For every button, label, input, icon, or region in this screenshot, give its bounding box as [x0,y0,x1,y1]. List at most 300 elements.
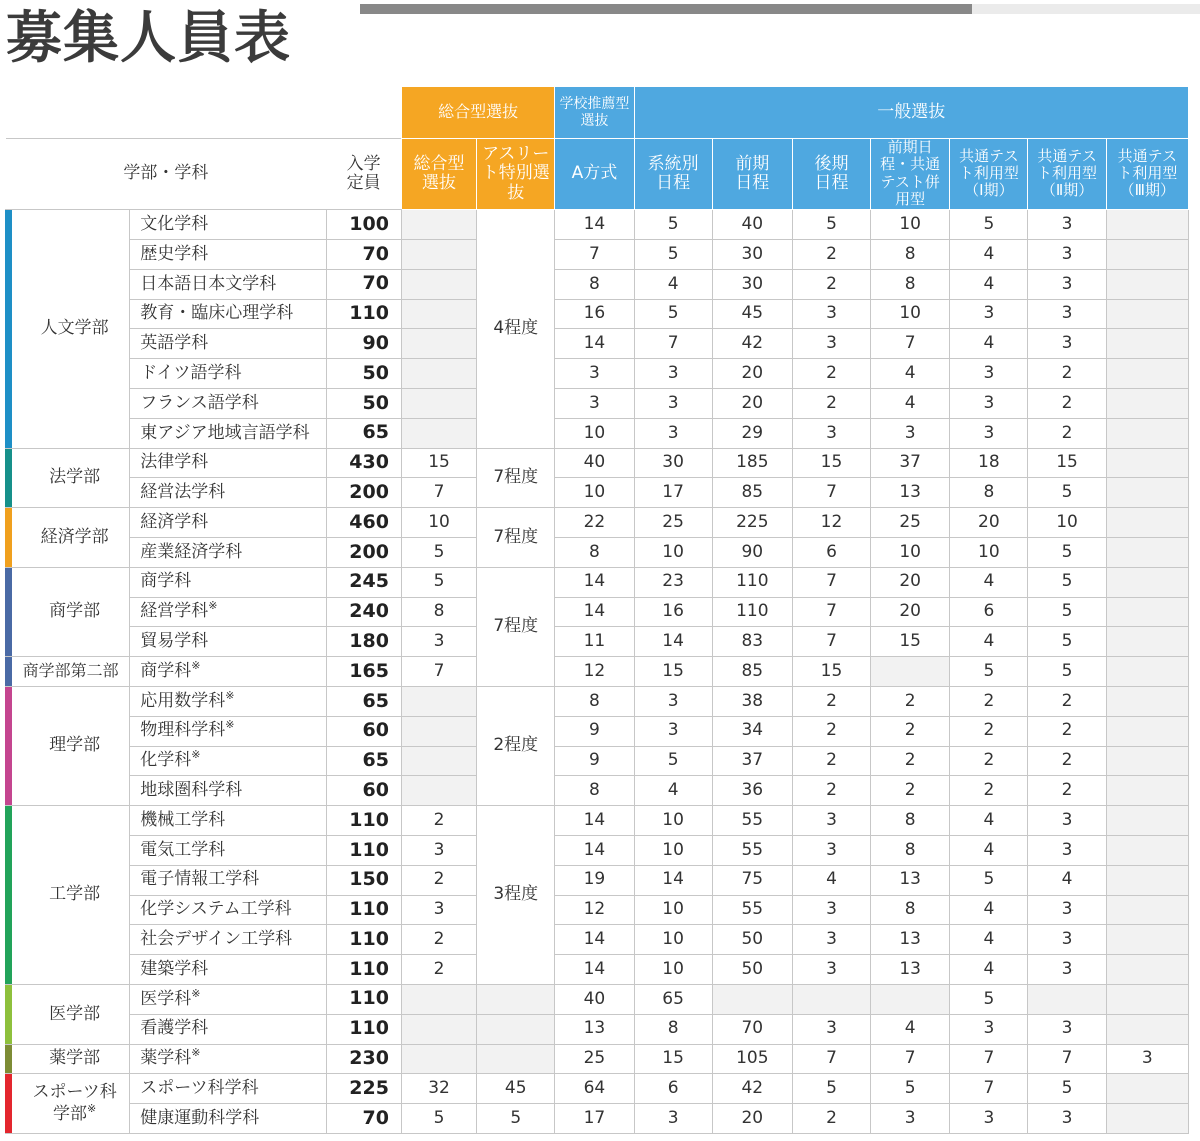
capacity-cell: 165 [326,657,401,687]
table-row [6,1074,1189,1104]
capacity-cell: 50 [326,359,401,389]
table-row [6,716,1189,746]
col-sogo-label: 総合型選抜 [413,153,465,194]
zenki-kyotsu-cell: 8 [871,806,950,836]
a-cell: 12 [555,895,634,925]
capacity-cell: 70 [326,240,401,270]
kouki-cell: 12 [792,508,870,538]
dept-name: 地球圏科学科 [140,780,243,801]
keitou-cell: 30 [634,448,712,478]
athlete-cell [477,1044,555,1074]
kyotsu1-cell: 4 [950,269,1028,299]
col-zenki-label: 前期日程 [735,153,770,194]
faculty-name [25,1082,121,1125]
zenki-cell: 42 [712,329,792,359]
zenki-cell [712,985,792,1015]
kyotsu3-cell [1106,895,1188,925]
kyotsu3-cell [1106,627,1188,657]
capacity-cell: 180 [326,627,401,657]
a-cell: 40 [555,448,634,478]
kyotsu3-cell [1106,955,1188,985]
dept-cell [130,299,326,329]
capacity-cell: 110 [326,955,401,985]
sogo-cell: 32 [401,1074,476,1104]
dept-name: 文化学科 [140,213,209,234]
dept-cell [130,776,326,806]
kyotsu3-cell [1106,985,1188,1015]
kouki-cell: 4 [792,865,870,895]
kyotsu3-cell [1106,448,1188,478]
zenki-cell: 83 [712,627,792,657]
dept-name: 健康運動科学科 [140,1107,260,1128]
sogo-cell: 10 [401,508,476,538]
sogo-cell [401,716,476,746]
zenki-kyotsu-cell: 2 [871,776,950,806]
a-cell: 16 [555,299,634,329]
capacity-cell: 430 [326,448,401,478]
kyotsu3-cell [1106,359,1188,389]
kyotsu3-cell [1106,269,1188,299]
capacity-cell: 110 [326,925,401,955]
zenki-kyotsu-cell: 13 [871,925,950,955]
kyotsu1-cell: 3 [950,299,1028,329]
table-row [6,1014,1189,1044]
keitou-cell: 10 [634,925,712,955]
kyotsu2-cell: 3 [1028,299,1106,329]
faculty-color-stripe [5,449,12,508]
keitou-cell: 5 [634,240,712,270]
capacity-cell: 110 [326,895,401,925]
col-kyotsu1-header [950,139,1028,210]
zenki-cell: 30 [712,269,792,299]
col-zenki-header [712,139,792,210]
table-row [6,269,1189,299]
kyotsu2-cell: 3 [1028,955,1106,985]
kouki-cell: 7 [792,478,870,508]
dept-cell [130,389,326,419]
kyotsu1-cell: 5 [950,985,1028,1015]
a-cell: 22 [555,508,634,538]
dept-name: 経営法学科 [140,482,226,503]
capacity-cell: 60 [326,776,401,806]
table-row [6,687,1189,717]
kouki-cell: 2 [792,716,870,746]
zenki-kyotsu-cell: 13 [871,955,950,985]
col-kyotsu1-label: 共通テスト利用型（Ⅰ期） [958,146,1019,200]
kouki-cell: 5 [792,210,870,240]
kyotsu2-cell: 3 [1028,836,1106,866]
sogo-cell: 15 [401,448,476,478]
table-row [6,627,1189,657]
note-mark: ※ [191,748,201,762]
kyotsu2-cell: 3 [1028,329,1106,359]
sogo-cell [401,210,476,240]
table-row [6,836,1189,866]
faculty-cell-shou [6,567,130,656]
kyotsu3-cell [1106,418,1188,448]
kyotsu1-cell: 4 [950,567,1028,597]
keitou-cell: 4 [634,269,712,299]
kyotsu3-cell [1106,806,1188,836]
dept-name: 経営学科 [140,601,209,622]
dept-cell [130,210,326,240]
zenki-cell: 85 [712,478,792,508]
a-cell: 11 [555,627,634,657]
kyotsu2-cell: 3 [1028,210,1106,240]
table-row [6,240,1189,270]
zenki-cell: 34 [712,716,792,746]
zenki-kyotsu-cell: 7 [871,1044,950,1074]
dept-name: 経済学科 [140,511,209,532]
a-cell: 25 [555,1044,634,1074]
kyotsu1-cell: 4 [950,955,1028,985]
group-suisen-label: 学校推薦型選抜 [559,95,630,129]
a-cell: 14 [555,955,634,985]
dept-name: 医学科 [140,988,192,1009]
zenki-kyotsu-cell: 4 [871,359,950,389]
keitou-cell: 17 [634,478,712,508]
dept-name: 英語学科 [140,333,209,354]
athlete-cell [477,985,555,1015]
dept-cell [130,1044,326,1074]
kyotsu3-cell [1106,240,1188,270]
zenki-kyotsu-cell: 7 [871,329,950,359]
kyotsu3-cell [1106,508,1188,538]
dept-cell [130,240,326,270]
zenki-cell: 40 [712,210,792,240]
zenki-cell: 225 [712,508,792,538]
table-row [6,985,1189,1015]
a-cell: 7 [555,240,634,270]
capacity-cell: 100 [326,210,401,240]
kouki-cell: 5 [792,1074,870,1104]
kyotsu3-cell [1106,836,1188,866]
table-row [6,299,1189,329]
dept-cell [130,955,326,985]
kyotsu1-cell: 4 [950,806,1028,836]
table-row [6,597,1189,627]
keitou-cell: 14 [634,865,712,895]
zenki-kyotsu-cell: 3 [871,1104,950,1134]
zenki-cell: 50 [712,955,792,985]
note-mark: ※ [191,658,201,672]
faculty-cell-kou [6,806,130,985]
kouki-cell: 15 [792,657,870,687]
kyotsu2-cell: 2 [1028,687,1106,717]
kyotsu2-cell: 5 [1028,538,1106,568]
capacity-cell: 65 [326,418,401,448]
a-cell: 14 [555,329,634,359]
zenki-cell: 90 [712,538,792,568]
capacity-cell: 65 [326,687,401,717]
kyotsu1-cell: 2 [950,776,1028,806]
title-decor-bar-light [972,4,1200,14]
col-kyotsu3-label: 共通テスト利用型（Ⅲ期） [1117,146,1178,200]
dept-name: 商学科 [140,571,192,592]
kouki-cell: 3 [792,418,870,448]
dept-cell [130,925,326,955]
kyotsu1-cell: 2 [950,746,1028,776]
kouki-cell: 2 [792,746,870,776]
kyotsu2-cell: 5 [1028,597,1106,627]
keitou-cell: 4 [634,776,712,806]
zenki-kyotsu-cell: 5 [871,1074,950,1104]
a-cell: 40 [555,985,634,1015]
group-ippan-header: 一般選抜 [634,87,1188,139]
kyotsu2-cell: 4 [1028,865,1106,895]
title-decor-bar [360,4,972,14]
kouki-cell: 2 [792,776,870,806]
zenki-cell: 55 [712,895,792,925]
kyotsu2-cell: 3 [1028,1014,1106,1044]
table-body [6,210,1189,1134]
kyotsu1-cell: 8 [950,478,1028,508]
kyotsu3-cell: 3 [1106,1044,1188,1074]
kyotsu3-cell [1106,716,1188,746]
kyotsu1-cell: 4 [950,627,1028,657]
table-row [6,538,1189,568]
zenki-kyotsu-cell: 10 [871,210,950,240]
faculty-color-stripe [5,210,12,447]
keitou-cell: 15 [634,657,712,687]
kyotsu1-cell: 7 [950,1074,1028,1104]
header-blank [6,87,402,139]
sogo-cell [401,269,476,299]
zenki-cell: 20 [712,389,792,419]
capacity-cell: 110 [326,1014,401,1044]
kyotsu1-cell: 6 [950,597,1028,627]
col-zenki-kyotsu-label: 前期日程・共通テスト併用型 [880,138,941,208]
athlete-span-cell: 4程度 [477,210,555,448]
zenki-cell: 20 [712,359,792,389]
faculty-cell-hou [6,448,130,508]
kyotsu3-cell [1106,925,1188,955]
kouki-cell: 3 [792,1014,870,1044]
capacity-cell: 90 [326,329,401,359]
kyotsu2-cell: 2 [1028,389,1106,419]
col-capacity-header [326,139,401,210]
kyotsu1-cell: 4 [950,895,1028,925]
capacity-cell: 245 [326,567,401,597]
dept-name: 日本語日本文学科 [140,273,277,294]
capacity-cell: 240 [326,597,401,627]
col-kouki-label: 後期日程 [814,153,849,194]
keitou-cell: 5 [634,299,712,329]
group-suisen-header [555,87,634,139]
dept-cell [130,1014,326,1044]
faculty-name: 人文学部 [40,318,109,339]
kouki-cell: 3 [792,299,870,329]
dept-cell [130,836,326,866]
kyotsu3-cell [1106,1074,1188,1104]
keitou-cell: 10 [634,806,712,836]
keitou-cell: 3 [634,687,712,717]
dept-cell [130,538,326,568]
athlete-span-cell: 3程度 [477,806,555,985]
kyotsu3-cell [1106,687,1188,717]
kyotsu3-cell [1106,597,1188,627]
dept-cell [130,597,326,627]
dept-name: 商学科 [140,660,192,681]
capacity-cell: 225 [326,1074,401,1104]
col-kouki-header [792,139,870,210]
kyotsu2-cell: 3 [1028,1104,1106,1134]
a-cell: 14 [555,210,634,240]
a-cell: 12 [555,657,634,687]
zenki-kyotsu-cell [871,657,950,687]
capacity-cell: 200 [326,538,401,568]
sogo-cell: 2 [401,806,476,836]
kouki-cell: 3 [792,836,870,866]
zenki-kyotsu-cell: 10 [871,538,950,568]
faculty-color-stripe [5,1045,12,1074]
dept-name: 薬学科 [140,1048,192,1069]
kyotsu2-cell: 7 [1028,1044,1106,1074]
a-cell: 13 [555,1014,634,1044]
zenki-cell: 110 [712,567,792,597]
a-cell: 8 [555,776,634,806]
a-cell: 8 [555,269,634,299]
faculty-cell-sports [6,1074,130,1134]
kyotsu1-cell: 18 [950,448,1028,478]
dept-cell [130,329,326,359]
table-row [6,567,1189,597]
zenki-cell: 55 [712,806,792,836]
zenki-cell: 185 [712,448,792,478]
sogo-cell: 2 [401,925,476,955]
zenki-cell: 105 [712,1044,792,1074]
keitou-cell: 65 [634,985,712,1015]
faculty-cell-i [6,985,130,1045]
dept-name: スポーツ科学科 [140,1078,259,1099]
capacity-cell: 460 [326,508,401,538]
kyotsu1-cell: 3 [950,1014,1028,1044]
zenki-kyotsu-cell: 3 [871,418,950,448]
kyotsu1-cell: 3 [950,418,1028,448]
keitou-cell: 3 [634,1104,712,1134]
sogo-cell: 3 [401,836,476,866]
page-title: 募集人員表 [6,6,291,71]
zenki-kyotsu-cell: 13 [871,478,950,508]
capacity-cell: 110 [326,806,401,836]
zenki-cell: 110 [712,597,792,627]
col-athlete-header [477,139,555,210]
sogo-cell: 2 [401,865,476,895]
kyotsu1-cell: 2 [950,687,1028,717]
col-kyotsu2-header [1028,139,1106,210]
a-cell: 14 [555,806,634,836]
col-a-header: A方式 [555,139,634,210]
kyotsu2-cell: 5 [1028,1074,1106,1104]
dept-name: 建築学科 [140,958,209,979]
keitou-cell: 16 [634,597,712,627]
faculty-name: 法学部 [49,467,101,488]
keitou-cell: 10 [634,538,712,568]
zenki-kyotsu-cell: 2 [871,687,950,717]
table-row [6,1044,1189,1074]
zenki-kyotsu-cell: 8 [871,836,950,866]
faculty-color-stripe [5,985,12,1044]
zenki-cell: 70 [712,1014,792,1044]
kyotsu1-cell: 3 [950,389,1028,419]
dept-cell [130,895,326,925]
zenki-kyotsu-cell [871,985,950,1015]
faculty-color-stripe [5,1074,12,1133]
keitou-cell: 3 [634,359,712,389]
dept-name: ドイツ語学科 [140,362,242,383]
kyotsu1-cell: 7 [950,1044,1028,1074]
sogo-cell [401,299,476,329]
table-row [6,657,1189,687]
kyotsu3-cell [1106,478,1188,508]
zenki-kyotsu-cell: 15 [871,627,950,657]
sogo-cell: 7 [401,478,476,508]
capacity-cell: 200 [326,478,401,508]
zenki-cell: 30 [712,240,792,270]
kyotsu3-cell [1106,299,1188,329]
capacity-cell: 110 [326,836,401,866]
athlete-cell: 5 [477,1104,555,1134]
capacity-cell: 70 [326,269,401,299]
zenki-kyotsu-cell: 2 [871,746,950,776]
zenki-cell: 42 [712,1074,792,1104]
dept-cell [130,269,326,299]
col-kyotsu2-label: 共通テスト利用型（Ⅱ期） [1037,146,1098,200]
kyotsu1-cell: 20 [950,508,1028,538]
capacity-cell: 110 [326,985,401,1015]
zenki-kyotsu-cell: 4 [871,1014,950,1044]
zenki-cell: 38 [712,687,792,717]
kyotsu2-cell: 10 [1028,508,1106,538]
kouki-cell: 6 [792,538,870,568]
zenki-cell: 75 [712,865,792,895]
kouki-cell: 2 [792,240,870,270]
dept-cell [130,448,326,478]
kouki-cell: 3 [792,955,870,985]
zenki-kyotsu-cell: 20 [871,567,950,597]
zenki-kyotsu-cell: 8 [871,240,950,270]
sogo-cell [401,746,476,776]
zenki-cell: 36 [712,776,792,806]
kyotsu3-cell [1106,776,1188,806]
athlete-span-cell: 7程度 [477,508,555,568]
kouki-cell: 2 [792,1104,870,1134]
zenki-cell: 37 [712,746,792,776]
dept-cell [130,478,326,508]
dept-name: 機械工学科 [140,809,226,830]
faculty-color-stripe [5,568,12,656]
faculty-name: 商学部第二部 [22,660,119,680]
dept-cell [130,716,326,746]
kyotsu1-cell: 5 [950,865,1028,895]
keitou-cell: 23 [634,567,712,597]
keitou-cell: 8 [634,1014,712,1044]
kyotsu2-cell: 3 [1028,895,1106,925]
zenki-kyotsu-cell: 4 [871,389,950,419]
dept-name: 貿易学科 [140,631,209,652]
zenki-cell: 20 [712,1104,792,1134]
faculty-name: 経済学部 [40,526,109,547]
table-row [6,865,1189,895]
a-cell: 3 [555,359,634,389]
kyotsu1-cell: 4 [950,240,1028,270]
kouki-cell [792,985,870,1015]
keitou-cell: 5 [634,210,712,240]
zenki-kyotsu-cell: 8 [871,269,950,299]
dept-cell [130,359,326,389]
faculty-name-text: スポーツ科学部 [32,1082,117,1124]
kyotsu1-cell: 3 [950,359,1028,389]
